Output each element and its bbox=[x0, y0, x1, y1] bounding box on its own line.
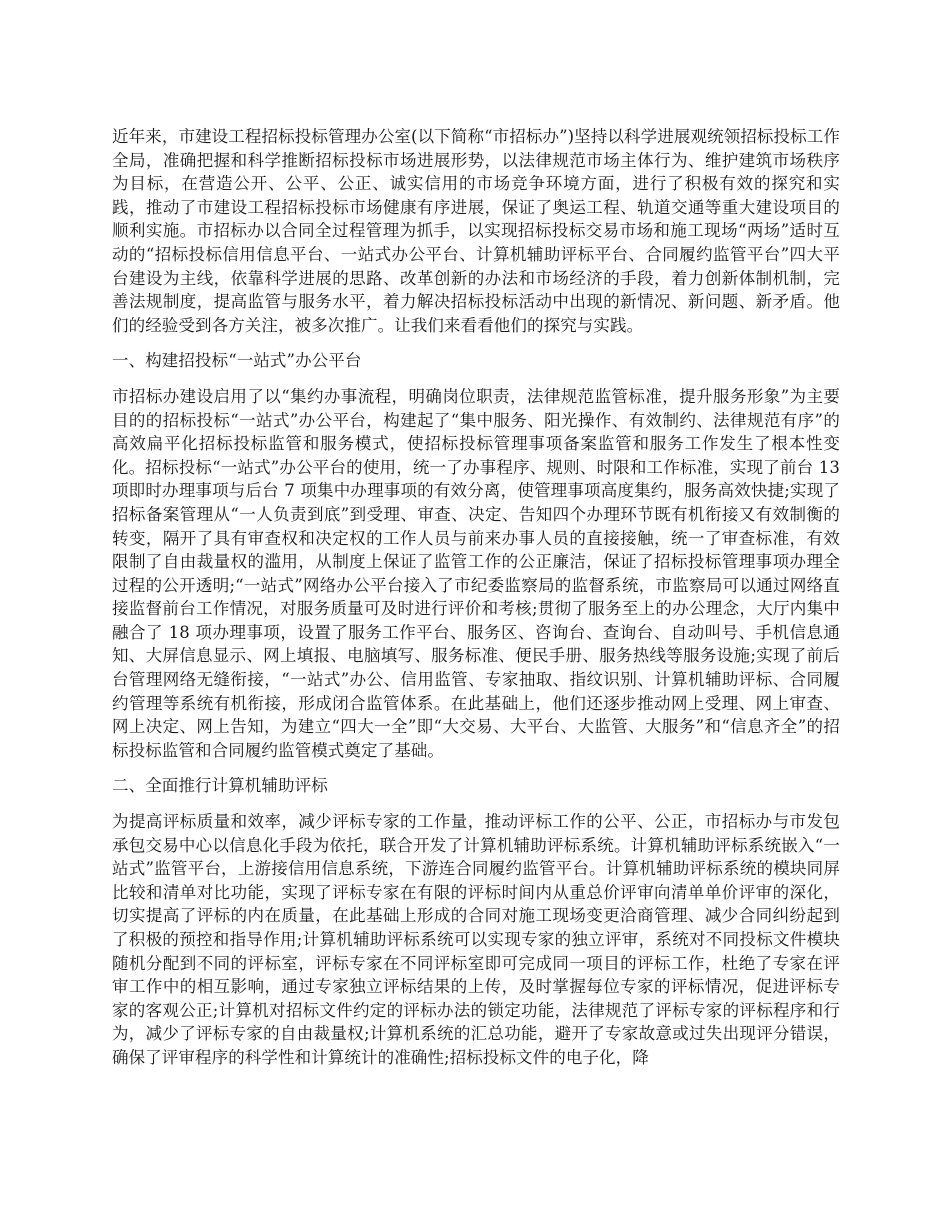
document-page bbox=[112, 125, 840, 1082]
section-one-paragraph: 市招标办建设启用了以“集约办事流程，明确岗位职责，法律规范监管标准，提升服务形象”为主要目的的招标投标“一站式”办公平台，构建起了“集中服务、阳光操作、有效制约、法律规范有序”的高效扁平化招标投标监管和服务模式，使招标投标管理事项备案监管和服务工作发生了根本性变化。招标投标“一站式”办公平台的使用，统一了办事程序、规则、时限和工作标准，实现了前台 13 项即时办理事项与后台 7 项集中办理事项的有效分离，使管理事项高度集约，服务高效快捷;实现了招标备案管理从“一人负责到底”到受理、审查、决定、告知四个办理环节既有机衔接又有效制衡的转变，隔开了具有审查权和决定权的工作人员与前来办事人员的直接接触，统一了审查标准，有效限制了自由裁量权的滥用，从制度上保证了监管工作的公正廉洁，保证了招标投标管理事项办理全过程的公开透明;“一站式”网络办公平台接入了市纪委监察局的监督系统，市监察局可以通过网络直接监督前台工作情况，对服务质量可及时进行评价和考核;贯彻了服务至上的办公理念，大厅内集中融合了 18 项办理事项，设置了服务工作平台、服务区、咨询台、查询台、自动叫号、手机信息通知、大屏信息显示、网上填报、电脑填写、服务标准、便民手册、服务热线等服务设施;实现了前后台管理网络无缝衔接，“一站式”办公、信用监管、专家抽取、指纹识别、计算机辅助评标、合同履约管理等系统有机衔接，形成闭合监管体系。在此基础上，他们还逐步推动网上受理、网上审查、网上决定、网上告知，为建立“四大一全”即“大交易、大平台、大监管、大服务”和“信息齐全”的招标投标监管和合同履约监管模式奠定了基础。 bbox=[112, 386, 840, 760]
section-two-paragraph: 为提高评标质量和效率，减少评标专家的工作量，推动评标工作的公平、公正，市招标办与市发包承包交易中心以信息化手段为依托，联合开发了计算机辅助评标系统。计算机辅助评标系统嵌入“一站式”监管平台，上游接信用信息系统，下游连合同履约监管平台。计算机辅助评标系统的模块同屏比较和清单对比功能，实现了评标专家在有限的评标时间内从重总价评审向清单单价评审的深化，切实提高了评标的内在质量，在此基础上形成的合同对施工现场变更洽商管理、减少合同纠纷起到了积极的预控和指导作用;计算机辅助评标系统可以实现专家的独立评审，系统对不同投标文件模块随机分配到不同的评标室，评标专家在不同评标室即可完成同一项目的评标工作，杜绝了专家在评审工作中的相互影响，通过专家独立评标结果的上传，及时掌握每位专家的评标情况，促进评标专家的客观公正;计算机对招标文件约定的评标办法的锁定功能，法律规范了评标专家的评标程序和行为，减少了评标专家的自由裁量权;计算机系统的汇总功能，避开了专家故意或过失出现评分错误，确保了评审程序的科学性和计算统计的准确性;招标投标文件的电子化，降 bbox=[112, 812, 840, 1067]
section-heading-computer-assisted-bid-evaluation: 二、全面推行计算机辅助评标 bbox=[112, 776, 328, 796]
intro-paragraph: 近年来，市建设工程招标投标管理办公室(以下简称“市招标办”)坚持以科学进展观统领招标投标工作全局，准确把握和科学推断招标投标市场进展形势，以法律规范市场主体行为、维护建筑市场秩序为目标，在营造公开、公平、公正、诚实信用的市场竞争环境方面，进行了积极有效的探究和实践，推动了市建设工程招标投标市场健康有序进展，保证了奥运工程、轨道交通等重大建设项目的顺利实施。市招标办以合同全过程管理为抓手，以实现招标投标交易市场和施工现场“两场”适时互动的“招标投标信用信息平台、一站式办公平台、计算机辅助评标平台、合同履约监管平台”四大平台建设为主线，依靠科学进展的思路、改革创新的办法和市场经济的手段，着力创新体制机制，完善法规制度，提高监管与服务水平，着力解决招标投标活动中出现的新情况、新问题、新矛盾。他们的经验受到各方关注，被多次推广。让我们来看看他们的探究与实践。 bbox=[112, 127, 840, 335]
section-heading-one-stop-platform: 一、构建招投标“一站式”办公平台 bbox=[112, 351, 362, 371]
